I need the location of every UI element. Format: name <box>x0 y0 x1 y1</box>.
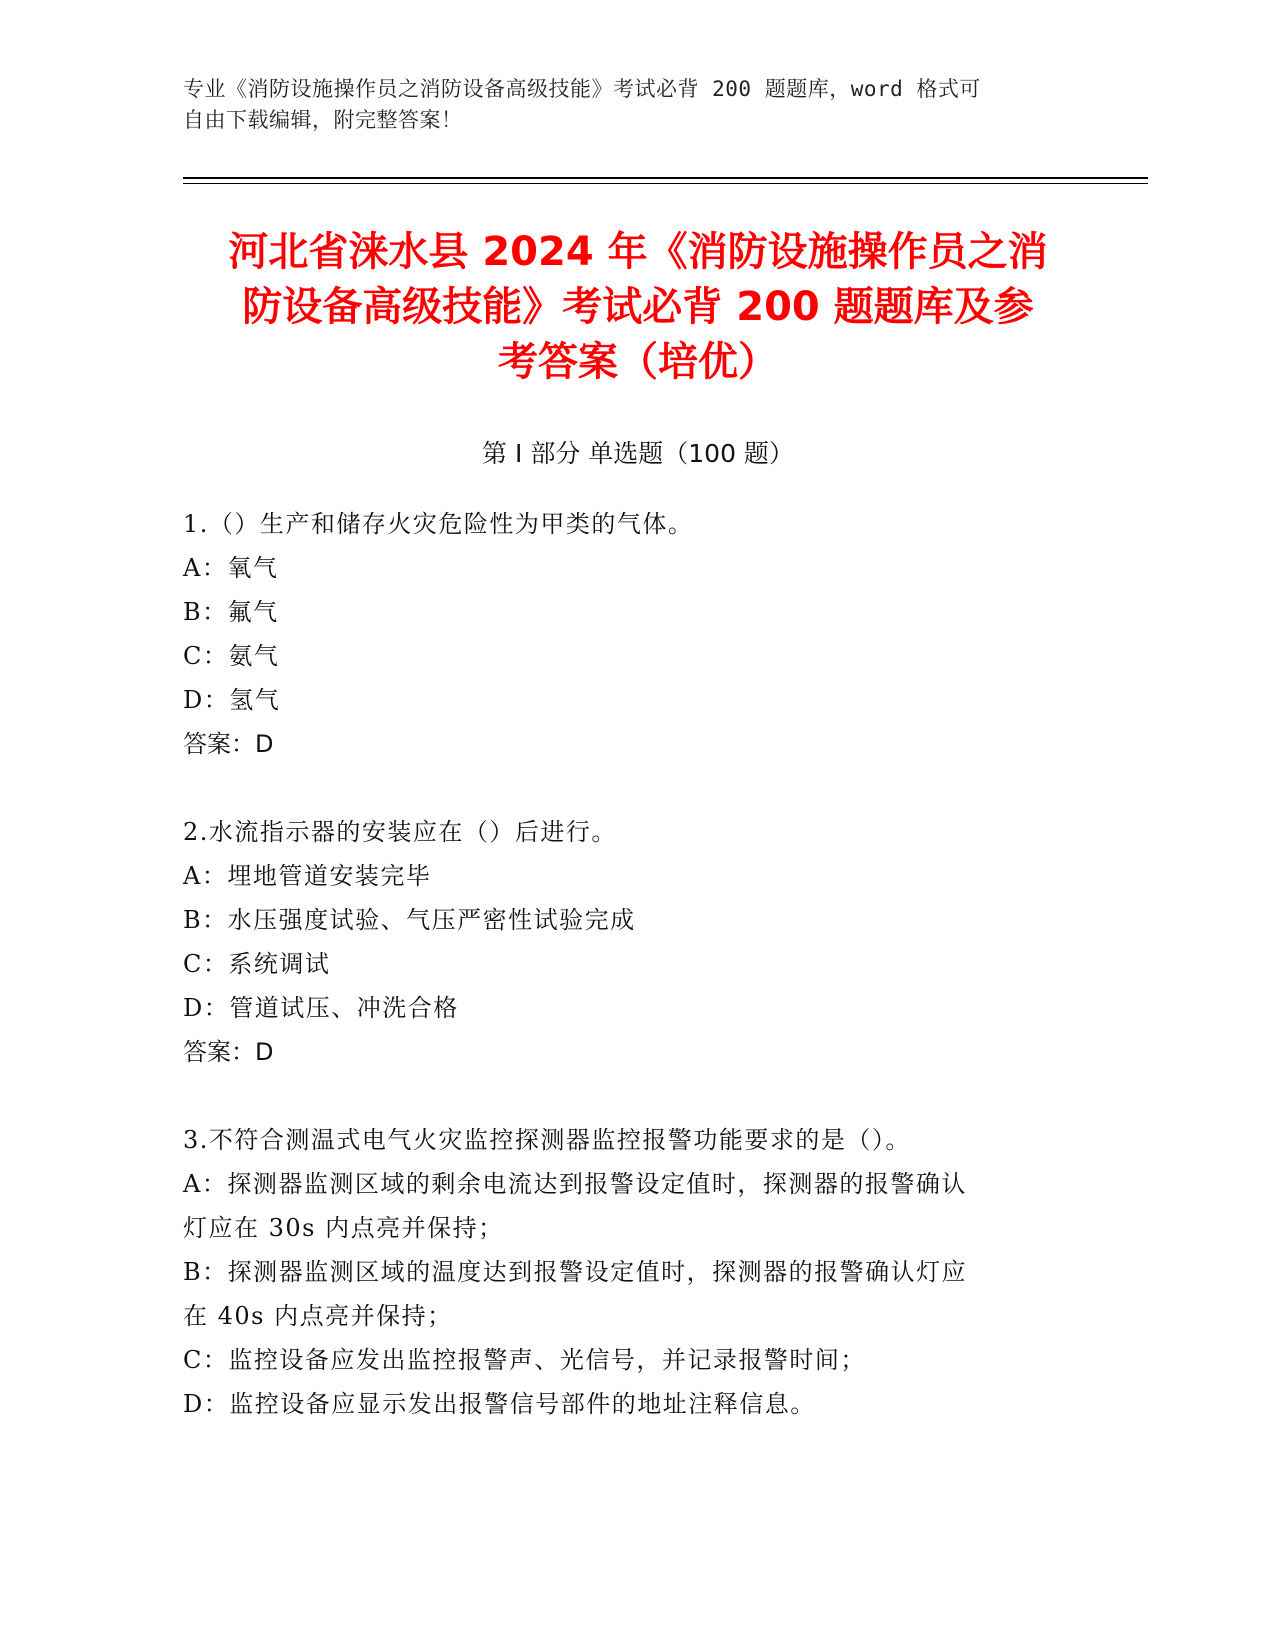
question-3-stem: 3.不符合测温式电气火灾监控探测器监控报警功能要求的是（）。 <box>183 1126 911 1154</box>
question-2-option-c: C：系统调试 <box>183 950 331 978</box>
question-3-option-a-continued: 灯应在 30s 内点亮并保持； <box>183 1214 504 1242</box>
header-note-line-1: 专业《消防设施操作员之消防设备高级技能》考试必背 200 题题库，word 格式可 <box>183 77 981 101</box>
question-1-option-c: C：氨气 <box>183 642 280 670</box>
question-2-option-d: D：管道试压、冲洗合格 <box>183 994 459 1022</box>
title-line-2: 防设备高级技能》考试必背 200 题题库及参 <box>242 284 1034 330</box>
question-2-stem: 2.水流指示器的安装应在（）后进行。 <box>183 818 617 846</box>
question-3-option-c: C：监控设备应发出监控报警声、光信号，并记录报警时间； <box>183 1346 866 1374</box>
question-2-option-a: A：埋地管道安装完毕 <box>183 862 432 890</box>
header-divider-thick <box>183 177 1148 179</box>
question-3-option-b-continued: 在 40s 内点亮并保持； <box>183 1302 453 1330</box>
question-1-answer: 答案：D <box>183 730 274 758</box>
question-1-option-a: A：氧气 <box>183 554 279 582</box>
question-3-option-b: B：探测器监测区域的温度达到报警设定值时，探测器的报警确认灯应 <box>183 1258 968 1286</box>
question-3-option-d: D：监控设备应显示发出报警信号部件的地址注释信息。 <box>183 1390 816 1418</box>
question-1-option-b: B：氟气 <box>183 598 279 626</box>
question-2-option-b: B：水压强度试验、气压严密性试验完成 <box>183 906 636 934</box>
question-3-option-a: A：探测器监测区域的剩余电流达到报警设定值时，探测器的报警确认 <box>183 1170 967 1198</box>
title-line-1: 河北省涞水县 2024 年《消防设施操作员之消 <box>228 229 1048 275</box>
header-note <box>183 74 1063 136</box>
question-2-answer: 答案：D <box>183 1038 274 1066</box>
header-note-line-2: 自由下载编辑，附完整答案！ <box>183 108 463 132</box>
title-line-3: 考答案（培优） <box>498 339 778 385</box>
question-1-option-d: D：氢气 <box>183 686 281 714</box>
header-divider-thin <box>183 183 1148 184</box>
question-1-stem: 1.（）生产和储存火灾危险性为甲类的气体。 <box>183 510 694 538</box>
document-title <box>183 225 1093 390</box>
section-heading: 第 I 部分 单选题（100 题） <box>482 439 794 468</box>
